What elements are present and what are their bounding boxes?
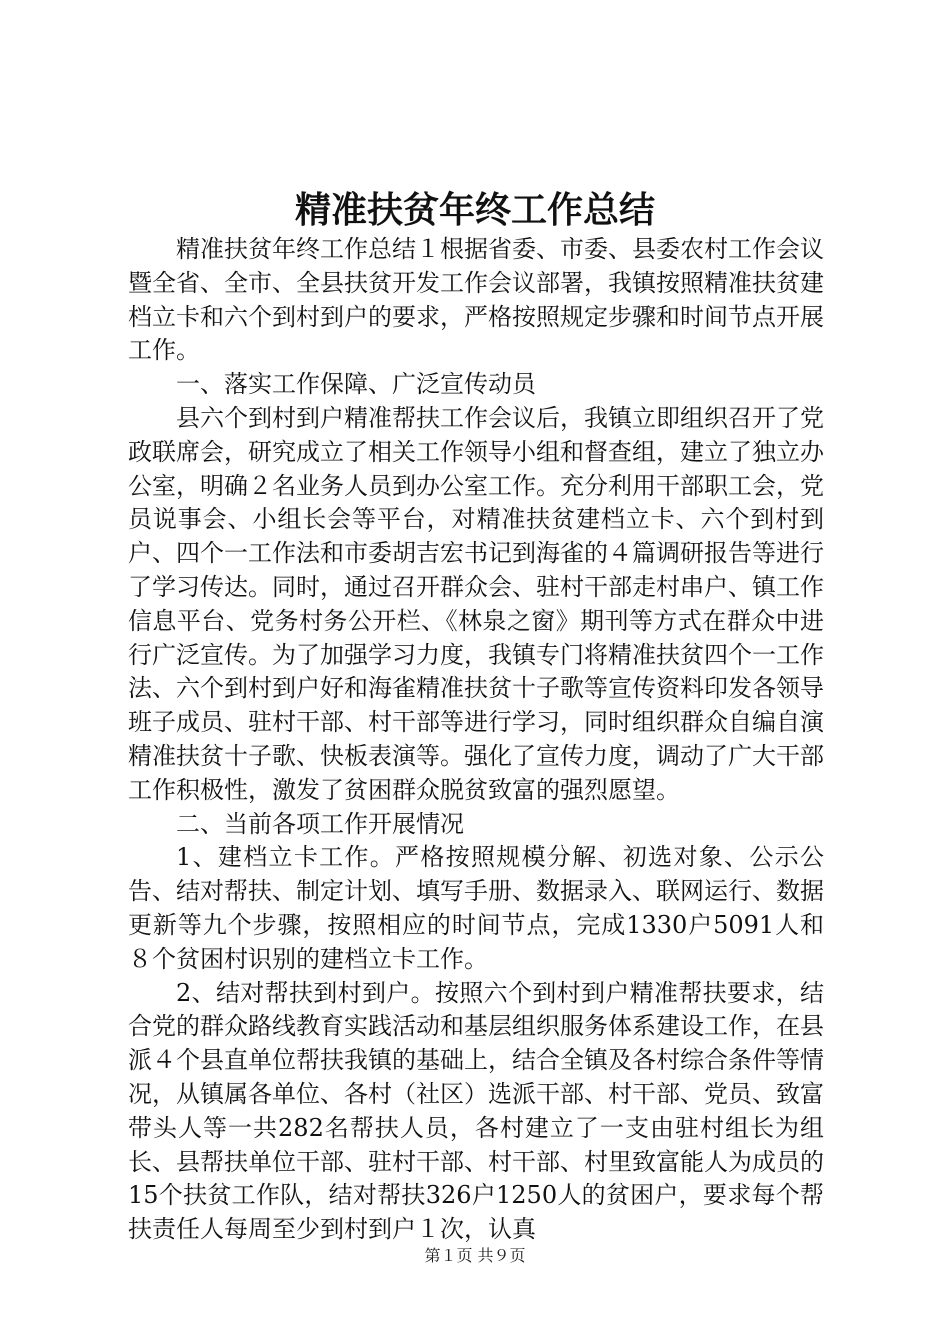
- section-heading-1: 一、落实工作保障、广泛宣传动员: [176, 370, 536, 399]
- paragraph-item-1: 1、建档立卡工作。严格按照规模分解、初选对象、公示公告、结对帮扶、制定计划、填写手册、数据录入、联网运行、数据更新等九个步骤，按照相应的时间节点，完成1330户5091人和８个贫困村识别的建档立卡工作。: [128, 843, 824, 973]
- paragraph-intro: 精准扶贫年终工作总结１根据省委、市委、县委农村工作会议暨全省、全市、全县扶贫开发工作会议部署，我镇按照精准扶贫建档立卡和六个到村到户的要求，严格按照规定步骤和时间节点开展工作。: [128, 235, 824, 365]
- document-title: 精准扶贫年终工作总结: [294, 189, 655, 231]
- paragraph-section-1: 县六个到村到户精准帮扶工作会议后，我镇立即组织召开了党政联席会，研究成立了相关工作领导小组和督查组，建立了独立办公室，明确２名业务人员到办公室工作。充分利用干部职工会，党员说事会、小组长会等平台，对精准扶贫建档立卡、六个到村到户、四个一工作法和市委胡吉宏书记到海雀的４篇调研报告等进行了学习传达。同时，通过召开群众会、驻村干部走村串户、镇工作信息平台、党务村务公开栏、《林泉之窗》期刊等方式在群众中进行广泛宣传。为了加强学习力度，我镇专门将精准扶贫四个一工作法、六个到村到户好和海雀精准扶贫十子歌等宣传资料印发各领导班子成员、驻村干部、村干部等进行学习，同时组织群众自编自演精准扶贫十子歌、快板表演等。强化了宣传力度，调动了广大干部工作积极性，激发了贫困群众脱贫致富的强烈愿望。: [128, 403, 824, 804]
- page-footer: 第１页 共９页: [424, 1246, 526, 1265]
- section-heading-2: 二、当前各项工作开展情况: [176, 809, 464, 838]
- document-body: [128, 233, 824, 1247]
- paragraph-item-2: 2、结对帮扶到村到户。按照六个到村到户精准帮扶要求，结合党的群众路线教育实践活动和基层组织服务体系建设工作，在县派４个县直单位帮扶我镇的基础上，结合全镇及各村综合条件等情况，从镇属各单位、各村（社区）选派干部、村干部、党员、致富带头人等一共282名帮扶人员，各村建立了一支由驻村组长为组长、县帮扶单位干部、驻村干部、村干部、村里致富能人为成员的15个扶贫工作队，结对帮扶326户1250人的贫困户，要求每个帮扶责任人每周至少到村到户１次，认真: [128, 978, 824, 1244]
